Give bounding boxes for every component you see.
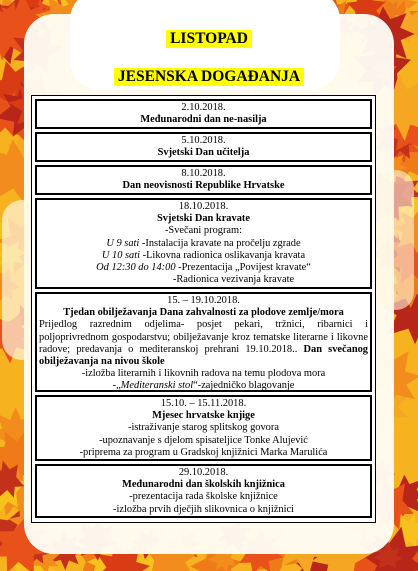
event-line: -izložba prvih dječjih slikovnica o knjižnici: [113, 503, 294, 515]
page-subtitle: JESENSKA DOGAĐANJA: [114, 68, 304, 86]
event-date: 18.10.2018.: [178, 201, 229, 212]
event-description: Prijedlog razrednim odjelima- posjet pekari, tržnici, ribarnici i poljoprivrednom gospodarstvu; obilježavanje kroz tematske literarne i likovne radove; predavanja o mediteranskoj prehrani 19.10.2018.. Dan svečanog obilježavanja na nivou škole: [39, 319, 368, 368]
program-item: -Likovna radionica oslikavanja kravata: [140, 249, 306, 261]
event-name: Svjetski Dan učitelja: [157, 147, 250, 159]
event-line: -prezentacija rada školske knjižnice: [129, 491, 278, 503]
program-item: -Radionica vezivanja kravate: [172, 274, 295, 286]
event-cell-3: [35, 165, 372, 195]
event-cell-5: [35, 292, 372, 392]
event-name: Svjetski Dan kravate: [157, 213, 250, 225]
program-item: -Prezentacija „Povijest kravate“: [175, 262, 311, 274]
event-cell-1: [35, 99, 372, 129]
event-date: 15.10. – 15.11.2018.: [160, 398, 247, 409]
event-name: Međunarodni dan ne-nasilja: [140, 114, 267, 126]
event-line: -priprema za program u Gradskoj knjižnici Marka Marulića: [79, 446, 328, 458]
event-cell-6: [35, 395, 372, 461]
event-cell-4: [35, 198, 372, 289]
event-name: Dan neovisnosti Republike Hrvatske: [122, 180, 285, 192]
program-label: -Svečani program:: [164, 225, 243, 237]
event-date: 8.10.2018.: [181, 168, 226, 179]
event-cell-7: [35, 464, 372, 518]
event-date: 2.10.2018.: [181, 102, 226, 113]
event-name: Mjesec hrvatske knjige: [152, 410, 255, 422]
event-line: -„Mediteranski stol“-zajedničko blagovanje: [112, 380, 295, 392]
program-time: Od 12:30 do 14:00: [96, 262, 176, 274]
event-cell-2: [35, 132, 372, 162]
event-name: Međunarodni dan školskih knjižnica: [122, 479, 285, 491]
event-line: -izložba literarnih i likovnih radova na temu plodova mora: [81, 368, 326, 380]
program-time: U 10 sati: [101, 249, 141, 261]
program-item: -Instalacija kravate na pročelju zgrade: [139, 237, 301, 249]
event-date: 15. – 19.10.2018.: [167, 295, 240, 306]
event-name: Tjedan obilježavanja Dana zahvalnosti za plodove zemlje/mora: [63, 307, 344, 319]
event-line: -istraživanje starog splitskog govora: [128, 422, 279, 434]
page-title: LISTOPAD: [166, 30, 252, 48]
event-line: -upoznavanje s djelom spisateljice Tonke Alujević: [99, 434, 308, 446]
event-date: 5.10.2018.: [181, 135, 226, 146]
program-time: U 9 sati: [106, 237, 140, 249]
event-date: 29.10.2018.: [178, 467, 229, 478]
header: [0, 30, 418, 86]
events-table: [31, 95, 376, 523]
